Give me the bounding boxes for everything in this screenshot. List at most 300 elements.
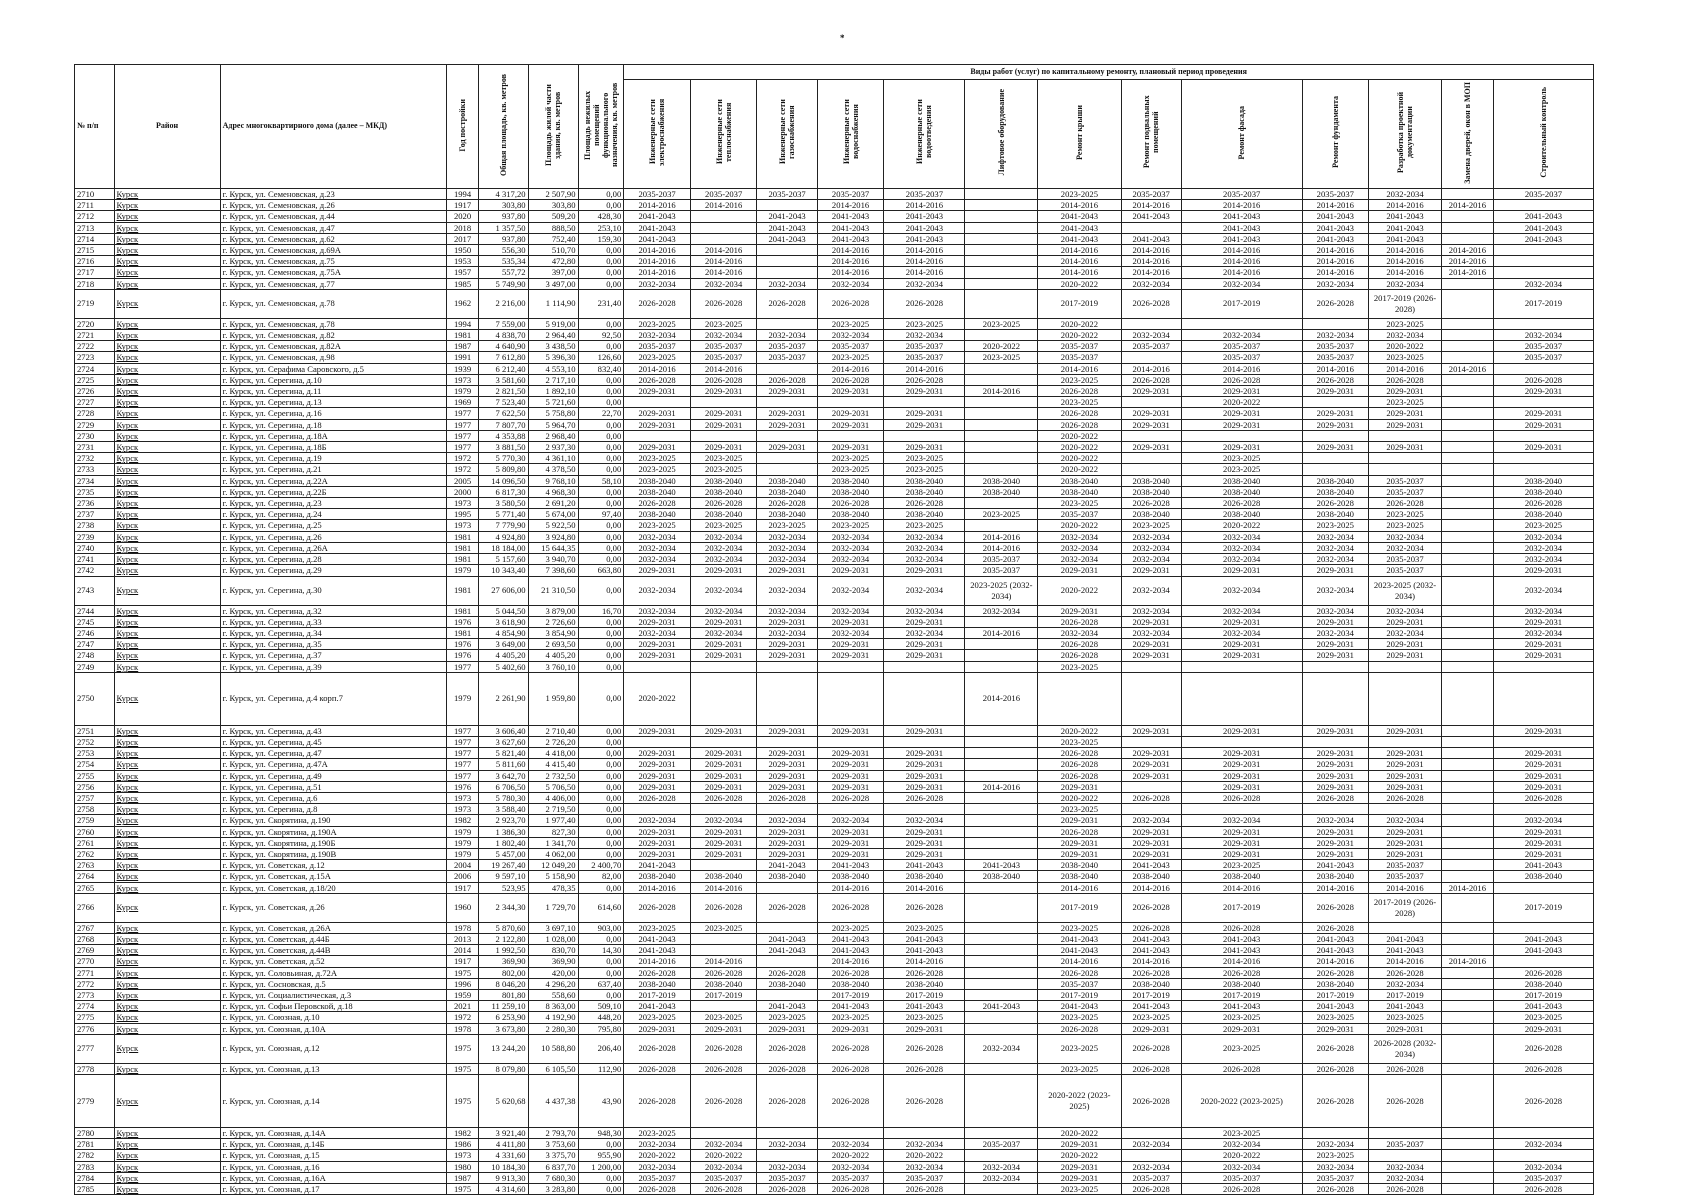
row-work-period: 2038-2040 xyxy=(1121,509,1181,520)
row-work-period: 2032-2034 xyxy=(1493,627,1593,638)
row-nonliving-area: 0,00 xyxy=(578,661,624,672)
row-work-period xyxy=(965,211,1038,222)
row-year: 2005 xyxy=(447,475,478,486)
row-work-period: 2032-2034 xyxy=(1181,531,1302,542)
row-living-area: 7 680,30 xyxy=(528,1172,578,1183)
row-total-area: 5 809,80 xyxy=(478,464,528,475)
row-work-period: 2023-2025 xyxy=(757,1012,817,1023)
row-work-period xyxy=(884,1128,965,1139)
row-work-period: 2041-2043 xyxy=(1493,933,1593,944)
row-work-period: 2029-2031 xyxy=(757,759,817,770)
row-work-period: 2041-2043 xyxy=(757,933,817,944)
row-year: 2013 xyxy=(447,933,478,944)
row-work-period: 2038-2040 xyxy=(817,486,884,497)
row-nonliving-area: 955,90 xyxy=(578,1150,624,1161)
row-number: 2754 xyxy=(75,759,115,770)
row-address: г. Курск, ул. Серегина, д.21 xyxy=(220,464,447,475)
row-work-period xyxy=(1441,374,1493,385)
row-total-area: 4 411,80 xyxy=(478,1139,528,1150)
row-work-period: 2032-2034 xyxy=(1369,627,1442,638)
header-total-area: Общая площадь, кв. метров xyxy=(478,65,528,189)
row-work-period: 2029-2031 xyxy=(884,759,965,770)
row-total-area: 9 913,30 xyxy=(478,1172,528,1183)
row-district: Курск xyxy=(114,200,220,211)
row-work-period: 2035-2037 xyxy=(757,189,817,200)
row-work-period: 2026-2028 xyxy=(1302,1034,1369,1063)
row-year: 1976 xyxy=(447,781,478,792)
row-work-period xyxy=(1441,289,1493,318)
row-work-period xyxy=(1181,672,1302,725)
row-work-period xyxy=(1441,1172,1493,1183)
row-living-area: 6 837,70 xyxy=(528,1161,578,1172)
row-nonliving-area: 16,70 xyxy=(578,605,624,616)
row-work-period: 2014-2016 xyxy=(817,256,884,267)
row-work-period: 2029-2031 xyxy=(1302,837,1369,848)
row-work-period: 2032-2034 xyxy=(1181,627,1302,638)
row-work-period xyxy=(690,430,757,441)
row-work-period xyxy=(757,1150,817,1161)
row-total-area: 5 821,40 xyxy=(478,748,528,759)
row-work-period xyxy=(1441,989,1493,1000)
row-work-period: 2026-2028 xyxy=(1121,1075,1181,1128)
row-total-area: 802,00 xyxy=(478,967,528,978)
row-address: г. Курск, ул. Семеновская, д.77 xyxy=(220,278,447,289)
row-work-period: 2029-2031 xyxy=(1121,770,1181,781)
row-work-period xyxy=(1302,736,1369,747)
table-row xyxy=(75,1172,1594,1183)
row-work-period: 2041-2043 xyxy=(965,1001,1038,1012)
row-number: 2730 xyxy=(75,430,115,441)
row-total-area: 6 706,50 xyxy=(478,781,528,792)
row-address: г. Курск, ул. Семеновская, д.98 xyxy=(220,352,447,363)
row-work-period: 2029-2031 xyxy=(817,386,884,397)
row-work-period: 2032-2034 xyxy=(1121,531,1181,542)
row-work-period xyxy=(1493,200,1593,211)
row-year: 1987 xyxy=(447,341,478,352)
row-nonliving-area: 614,60 xyxy=(578,893,624,922)
row-work-period: 2041-2043 xyxy=(1369,933,1442,944)
header-work-2: Инженерные сети газоснабжения xyxy=(757,80,817,189)
row-work-period: 2026-2028 xyxy=(1302,1075,1369,1128)
row-work-period: 2023-2025 xyxy=(817,520,884,531)
row-work-period: 2032-2034 xyxy=(1369,278,1442,289)
row-work-period: 2029-2031 xyxy=(1302,616,1369,627)
row-work-period: 2032-2034 xyxy=(1493,1161,1593,1172)
row-work-period xyxy=(965,233,1038,244)
row-work-period: 2029-2031 xyxy=(1493,408,1593,419)
row-district: Курск xyxy=(114,781,220,792)
row-work-period xyxy=(1441,408,1493,419)
row-living-area: 5 721,60 xyxy=(528,397,578,408)
row-work-period: 2014-2016 xyxy=(817,956,884,967)
row-work-period: 2032-2034 xyxy=(1302,627,1369,638)
row-nonliving-area: 0,00 xyxy=(578,267,624,278)
table-row xyxy=(75,804,1594,815)
row-work-period: 2038-2040 xyxy=(1302,509,1369,520)
row-living-area: 3 854,90 xyxy=(528,627,578,638)
row-work-period: 2038-2040 xyxy=(884,978,965,989)
row-work-period: 2032-2034 xyxy=(1369,330,1442,341)
row-total-area: 4 924,80 xyxy=(478,531,528,542)
row-work-period: 2014-2016 xyxy=(1038,267,1121,278)
row-work-period: 2029-2031 xyxy=(624,759,691,770)
row-work-period: 2032-2034 xyxy=(1121,1139,1181,1150)
row-work-period: 2026-2028 xyxy=(1038,759,1121,770)
row-number: 2720 xyxy=(75,318,115,329)
row-work-period: 2041-2043 xyxy=(757,211,817,222)
row-number: 2739 xyxy=(75,531,115,542)
row-work-period: 2026-2028 xyxy=(1038,408,1121,419)
row-work-period xyxy=(757,804,817,815)
row-work-period: 2029-2031 xyxy=(817,408,884,419)
row-work-period: 2035-2037 xyxy=(965,1139,1038,1150)
row-work-period: 2029-2031 xyxy=(1302,748,1369,759)
row-work-period: 2035-2037 xyxy=(1121,189,1181,200)
row-number: 2727 xyxy=(75,397,115,408)
row-work-period: 2041-2043 xyxy=(1121,945,1181,956)
row-living-area: 10 588,80 xyxy=(528,1034,578,1063)
row-work-period: 2032-2034 xyxy=(1302,542,1369,553)
row-work-period: 2023-2025 xyxy=(690,318,757,329)
row-work-period: 2026-2028 xyxy=(1369,1184,1442,1195)
row-work-period: 2029-2031 xyxy=(1121,837,1181,848)
row-work-period: 2029-2031 xyxy=(1121,442,1181,453)
row-work-period xyxy=(1038,672,1121,725)
row-nonliving-area: 0,00 xyxy=(578,419,624,430)
row-work-period xyxy=(1441,509,1493,520)
row-living-area: 4 405,20 xyxy=(528,650,578,661)
row-work-period: 2026-2028 xyxy=(757,1034,817,1063)
row-number: 2778 xyxy=(75,1063,115,1074)
row-work-period: 2041-2043 xyxy=(1302,233,1369,244)
row-living-area: 303,80 xyxy=(528,200,578,211)
row-number: 2772 xyxy=(75,978,115,989)
row-work-period: 2026-2028 xyxy=(690,1034,757,1063)
table-row xyxy=(75,1063,1594,1074)
row-work-period: 2029-2031 xyxy=(1493,837,1593,848)
row-nonliving-area: 58,10 xyxy=(578,475,624,486)
row-work-period: 2029-2031 xyxy=(1302,408,1369,419)
row-number: 2756 xyxy=(75,781,115,792)
row-work-period: 2041-2043 xyxy=(1493,211,1593,222)
row-year: 2020 xyxy=(447,211,478,222)
row-work-period: 2038-2040 xyxy=(624,978,691,989)
row-district: Курск xyxy=(114,509,220,520)
row-work-period xyxy=(1493,267,1593,278)
row-work-period xyxy=(965,978,1038,989)
row-work-period: 2026-2028 xyxy=(1121,1184,1181,1195)
row-year: 1976 xyxy=(447,650,478,661)
row-district: Курск xyxy=(114,1128,220,1139)
row-work-period xyxy=(690,672,757,725)
row-district: Курск xyxy=(114,318,220,329)
row-nonliving-area: 0,00 xyxy=(578,781,624,792)
row-work-period xyxy=(965,222,1038,233)
row-work-period: 2014-2016 xyxy=(1121,256,1181,267)
row-work-period: 2041-2043 xyxy=(817,233,884,244)
row-work-period: 2041-2043 xyxy=(1038,222,1121,233)
row-work-period: 2038-2040 xyxy=(1121,475,1181,486)
row-year: 1973 xyxy=(447,498,478,509)
row-work-period xyxy=(1121,397,1181,408)
row-work-period: 2038-2040 xyxy=(1302,475,1369,486)
row-district: Курск xyxy=(114,1012,220,1023)
row-number: 2725 xyxy=(75,374,115,385)
row-year: 1994 xyxy=(447,189,478,200)
row-total-area: 5 402,60 xyxy=(478,661,528,672)
row-total-area: 1 802,40 xyxy=(478,837,528,848)
row-year: 1987 xyxy=(447,1172,478,1183)
table-row xyxy=(75,1023,1594,1034)
row-address: г. Курск, ул. Семеновская, д.82А xyxy=(220,341,447,352)
row-work-period: 2014-2016 xyxy=(624,256,691,267)
row-nonliving-area: 0,00 xyxy=(578,200,624,211)
row-work-period xyxy=(965,759,1038,770)
row-work-period: 2029-2031 xyxy=(1493,826,1593,837)
row-work-period: 2029-2031 xyxy=(884,386,965,397)
row-work-period: 2029-2031 xyxy=(1493,565,1593,576)
row-work-period xyxy=(624,661,691,672)
row-work-period: 2029-2031 xyxy=(1181,419,1302,430)
table-row xyxy=(75,509,1594,520)
row-work-period: 2029-2031 xyxy=(1493,770,1593,781)
row-work-period: 2029-2031 xyxy=(1493,650,1593,661)
row-work-period: 2029-2031 xyxy=(1181,650,1302,661)
row-work-period: 2035-2037 xyxy=(884,352,965,363)
row-work-period: 2023-2025 (2032-2034) xyxy=(965,576,1038,605)
row-work-period xyxy=(1121,1128,1181,1139)
row-work-period: 2041-2043 xyxy=(884,233,965,244)
row-work-period: 2029-2031 xyxy=(1121,639,1181,650)
row-work-period: 2032-2034 xyxy=(1369,978,1442,989)
row-work-period: 2029-2031 xyxy=(624,725,691,736)
row-living-area: 510,70 xyxy=(528,245,578,256)
row-work-period: 2035-2037 xyxy=(757,352,817,363)
row-work-period: 2014-2016 xyxy=(884,200,965,211)
row-work-period: 2026-2028 xyxy=(1493,1075,1593,1128)
row-work-period: 2014-2016 xyxy=(1181,956,1302,967)
row-work-period: 2014-2016 xyxy=(817,200,884,211)
row-work-period: 2014-2016 xyxy=(1369,245,1442,256)
row-address: г. Курск, ул. Сосновская, д.5 xyxy=(220,978,447,989)
row-work-period: 2026-2028 xyxy=(1038,386,1121,397)
row-total-area: 5 620,68 xyxy=(478,1075,528,1128)
row-work-period: 2014-2016 xyxy=(1038,200,1121,211)
row-work-period: 2017-2019 xyxy=(690,989,757,1000)
row-district: Курск xyxy=(114,278,220,289)
table-row xyxy=(75,233,1594,244)
row-district: Курск xyxy=(114,267,220,278)
row-nonliving-area: 0,00 xyxy=(578,386,624,397)
row-work-period: 2023-2025 xyxy=(624,922,691,933)
row-work-period xyxy=(1441,352,1493,363)
row-work-period: 2014-2016 xyxy=(1369,267,1442,278)
row-work-period xyxy=(965,453,1038,464)
row-work-period xyxy=(1441,1128,1493,1139)
row-district: Курск xyxy=(114,837,220,848)
row-nonliving-area: 0,00 xyxy=(578,576,624,605)
row-work-period xyxy=(965,1150,1038,1161)
row-work-period: 2032-2034 xyxy=(884,542,965,553)
row-work-period: 2014-2016 xyxy=(1302,256,1369,267)
row-work-period xyxy=(1441,661,1493,672)
row-year: 2018 xyxy=(447,222,478,233)
row-address: г. Курск, ул. Союзная, д.14 xyxy=(220,1075,447,1128)
row-work-period: 2026-2028 xyxy=(757,893,817,922)
row-work-period: 2029-2031 xyxy=(1181,837,1302,848)
row-work-period: 2038-2040 xyxy=(965,486,1038,497)
row-work-period: 2029-2031 xyxy=(1302,781,1369,792)
header-work-1: Инженерные сети теплоснабжения xyxy=(690,80,757,189)
row-work-period xyxy=(965,1023,1038,1034)
row-nonliving-area: 0,00 xyxy=(578,792,624,803)
row-district: Курск xyxy=(114,725,220,736)
row-work-period: 2023-2025 xyxy=(1369,318,1442,329)
row-address: г. Курск, ул. Союзная, д.10А xyxy=(220,1023,447,1034)
row-number: 2779 xyxy=(75,1075,115,1128)
row-district: Курск xyxy=(114,419,220,430)
row-nonliving-area: 2 400,70 xyxy=(578,860,624,871)
row-district: Курск xyxy=(114,352,220,363)
row-work-period: 2029-2031 xyxy=(690,848,757,859)
row-work-period: 2029-2031 xyxy=(690,1023,757,1034)
row-work-period: 2032-2034 xyxy=(757,531,817,542)
row-work-period: 2032-2034 xyxy=(690,1161,757,1172)
row-work-period: 2017-2019 xyxy=(1369,989,1442,1000)
row-address: г. Курск, ул. Семеновская, д.78 xyxy=(220,289,447,318)
row-work-period xyxy=(1441,341,1493,352)
table-row xyxy=(75,267,1594,278)
row-number: 2726 xyxy=(75,386,115,397)
table-row xyxy=(75,1001,1594,1012)
row-work-period: 2026-2028 xyxy=(690,1063,757,1074)
row-year: 1975 xyxy=(447,1184,478,1195)
row-total-area: 3 649,00 xyxy=(478,639,528,650)
row-work-period: 2029-2031 xyxy=(1493,848,1593,859)
table-row xyxy=(75,341,1594,352)
table-row xyxy=(75,211,1594,222)
row-work-period: 2014-2016 xyxy=(1441,245,1493,256)
row-living-area: 2 968,40 xyxy=(528,430,578,441)
row-total-area: 3 673,80 xyxy=(478,1023,528,1034)
row-work-period: 2029-2031 xyxy=(1121,386,1181,397)
row-number: 2747 xyxy=(75,639,115,650)
row-total-area: 5 770,30 xyxy=(478,453,528,464)
row-work-period: 2023-2025 xyxy=(1038,1184,1121,1195)
row-work-period: 2026-2028 xyxy=(624,893,691,922)
row-work-period: 2038-2040 xyxy=(884,475,965,486)
row-work-period xyxy=(1441,627,1493,638)
row-work-period: 2038-2040 xyxy=(1181,871,1302,882)
row-nonliving-area: 903,00 xyxy=(578,922,624,933)
row-work-period: 2029-2031 xyxy=(757,386,817,397)
table-row xyxy=(75,576,1594,605)
row-work-period: 2041-2043 xyxy=(757,860,817,871)
row-work-period: 2038-2040 xyxy=(690,978,757,989)
row-work-period: 2029-2031 xyxy=(1369,419,1442,430)
row-nonliving-area: 428,30 xyxy=(578,211,624,222)
row-work-period: 2023-2025 xyxy=(757,520,817,531)
row-work-period: 2029-2031 xyxy=(1369,826,1442,837)
row-address: г. Курск, ул. Серегина, д.34 xyxy=(220,627,447,638)
row-work-period: 2029-2031 xyxy=(1181,639,1302,650)
row-number: 2719 xyxy=(75,289,115,318)
row-work-period: 2026-2028 xyxy=(1493,1184,1593,1195)
row-work-period: 2032-2034 xyxy=(884,278,965,289)
row-work-period: 2023-2025 xyxy=(1369,1012,1442,1023)
row-work-period: 2041-2043 xyxy=(817,211,884,222)
row-district: Курск xyxy=(114,945,220,956)
row-work-period: 2026-2028 xyxy=(1302,967,1369,978)
row-work-period xyxy=(1441,442,1493,453)
row-work-period: 2023-2025 xyxy=(1369,520,1442,531)
row-living-area: 5 964,70 xyxy=(528,419,578,430)
row-address: г. Курск, ул. Серегина, д.19 xyxy=(220,453,447,464)
row-work-period xyxy=(1441,759,1493,770)
row-work-period: 2041-2043 xyxy=(757,233,817,244)
row-work-period: 2032-2034 xyxy=(884,627,965,638)
row-work-period: 2041-2043 xyxy=(1038,933,1121,944)
row-district: Курск xyxy=(114,531,220,542)
row-work-period: 2014-2016 xyxy=(1038,956,1121,967)
row-work-period xyxy=(1181,661,1302,672)
row-work-period: 2029-2031 xyxy=(1181,442,1302,453)
row-year: 1973 xyxy=(447,374,478,385)
table-row xyxy=(75,330,1594,341)
row-living-area: 3 760,10 xyxy=(528,661,578,672)
row-work-period: 2041-2043 xyxy=(1493,233,1593,244)
row-work-period xyxy=(1441,1075,1493,1128)
row-district: Курск xyxy=(114,233,220,244)
row-district: Курск xyxy=(114,341,220,352)
row-address: г. Курск, ул. Серегина, д.22А xyxy=(220,475,447,486)
row-work-period xyxy=(965,1075,1038,1128)
row-work-period: 2038-2040 xyxy=(817,978,884,989)
row-work-period: 2023-2025 xyxy=(690,453,757,464)
row-work-period xyxy=(624,430,691,441)
row-number: 2737 xyxy=(75,509,115,520)
row-address: г. Курск, ул. Серегина, д.22Б xyxy=(220,486,447,497)
row-number: 2749 xyxy=(75,661,115,672)
row-work-period: 2032-2034 xyxy=(1181,576,1302,605)
row-total-area: 369,90 xyxy=(478,956,528,967)
table-row xyxy=(75,486,1594,497)
row-work-period: 2029-2031 xyxy=(884,725,965,736)
row-work-period: 2032-2034 xyxy=(1038,627,1121,638)
row-work-period: 2014-2016 xyxy=(624,882,691,893)
row-work-period: 2026-2028 xyxy=(624,1034,691,1063)
row-work-period: 2032-2034 xyxy=(1302,278,1369,289)
row-total-area: 8 079,80 xyxy=(478,1063,528,1074)
row-number: 2735 xyxy=(75,486,115,497)
row-address: г. Курск, ул. Серегина, д.25 xyxy=(220,520,447,531)
row-nonliving-area: 0,00 xyxy=(578,453,624,464)
row-district: Курск xyxy=(114,616,220,627)
row-work-period xyxy=(965,815,1038,826)
row-work-period: 2032-2034 xyxy=(884,554,965,565)
row-address: г. Курск, ул. Серегина, д.45 xyxy=(220,736,447,747)
row-work-period: 2029-2031 xyxy=(884,408,965,419)
row-district: Курск xyxy=(114,1150,220,1161)
row-address: г. Курск, ул. Союзная, д.16А xyxy=(220,1172,447,1183)
row-work-period: 2014-2016 xyxy=(1038,363,1121,374)
row-work-period xyxy=(1181,430,1302,441)
row-work-period: 2017-2019 (2026-2028) xyxy=(1369,893,1442,922)
row-work-period: 2020-2022 xyxy=(1038,278,1121,289)
row-work-period: 2023-2025 xyxy=(1181,1012,1302,1023)
row-work-period: 2014-2016 xyxy=(1181,200,1302,211)
row-work-period xyxy=(1441,330,1493,341)
